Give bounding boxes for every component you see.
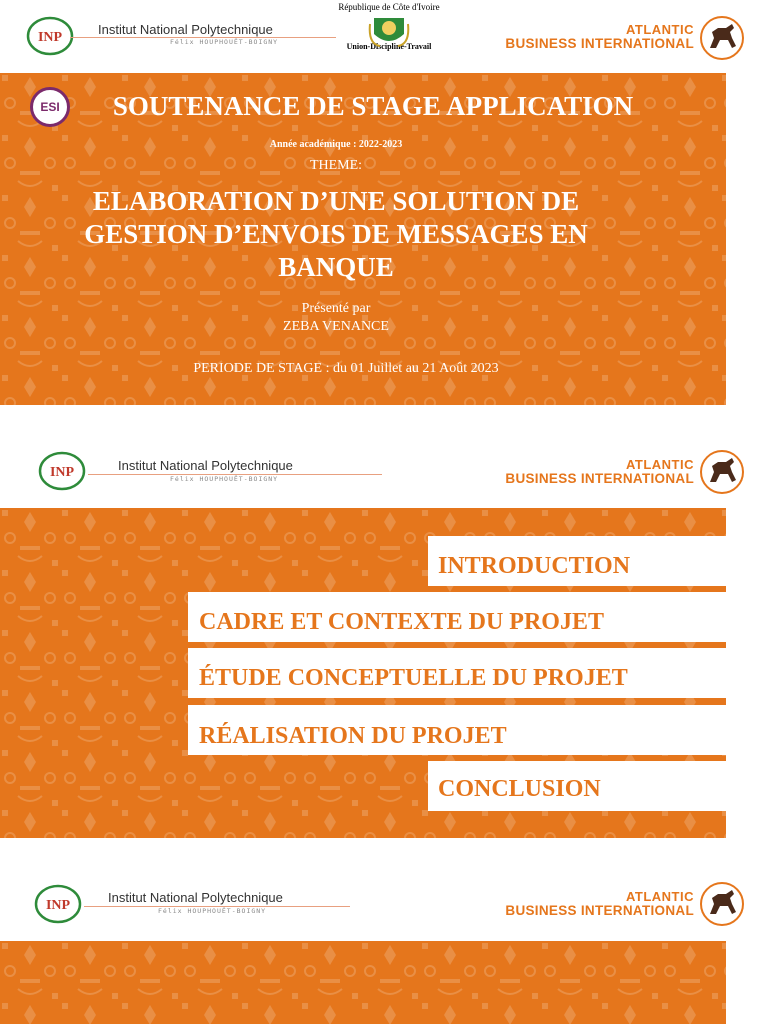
background-pattern — [0, 941, 726, 1024]
cote-divoire-emblem — [336, 2, 442, 72]
abi-line2: BUSINESS INTERNATIONAL — [505, 903, 694, 918]
title-band — [0, 73, 726, 405]
slide-header — [0, 0, 726, 72]
theme-label: THEME: — [309, 158, 363, 173]
divider — [88, 474, 382, 475]
abi-line1: ATLANTIC — [625, 889, 694, 904]
slide-header — [0, 433, 726, 505]
republique-label: République de Côte d'Ivoire — [338, 2, 440, 12]
divider — [70, 37, 336, 38]
slide-3 — [0, 866, 726, 1024]
abi-line1: ATLANTIC — [625, 22, 694, 37]
svg-text:INP: INP — [45, 898, 71, 913]
internship-period: PERIODE DE STAGE : du 01 Juillet au 21 Août 2023 — [193, 361, 499, 376]
inp-logo-icon — [38, 451, 86, 491]
horse-logo-icon — [700, 882, 744, 926]
agenda-item-cadre[interactable] — [188, 592, 726, 642]
horse-logo-icon — [700, 450, 744, 494]
content-band — [0, 941, 726, 1024]
agenda-item-label: INTRODUCTION — [438, 553, 631, 579]
abi-line2: BUSINESS INTERNATIONAL — [505, 471, 694, 486]
page-title: SOUTENANCE DE STAGE APPLICATION — [112, 91, 634, 121]
agenda-item-label: CONCLUSION — [438, 776, 601, 802]
svg-text:INP: INP — [37, 30, 63, 45]
abi-line2: BUSINESS INTERNATIONAL — [505, 36, 694, 51]
theme-title: ELABORATION D’UNE SOLUTION DE GESTION D’ENVOIS DE MESSAGES EN BANQUE — [84, 186, 588, 282]
inp-subtitle: Félix HOUPHOUËT-BOIGNY — [158, 907, 267, 915]
devise-label: Union-Discipline-Travail — [346, 42, 432, 51]
abi-brand — [505, 458, 694, 486]
presented-by-label: Présenté par — [301, 301, 371, 316]
svg-text:INP: INP — [49, 465, 75, 480]
agenda-item-label: RÉALISATION DU PROJET — [199, 723, 507, 749]
inp-subtitle: Félix HOUPHOUËT-BOIGNY — [170, 38, 279, 46]
coat-of-arms-icon — [368, 14, 410, 50]
inp-logo-icon — [34, 884, 82, 924]
inp-name: Institut National Polytechnique — [118, 458, 293, 473]
inp-subtitle: Félix HOUPHOUËT-BOIGNY — [170, 475, 279, 483]
inp-name: Institut National Polytechnique — [108, 890, 283, 905]
abi-brand — [505, 23, 694, 51]
inp-logo-icon — [26, 16, 74, 56]
academic-year: Année académique : 2022-2023 — [269, 139, 403, 150]
inp-name: Institut National Polytechnique — [98, 22, 273, 37]
slide-2 — [0, 433, 726, 838]
abi-brand — [505, 890, 694, 918]
agenda-item-introduction[interactable] — [428, 536, 726, 586]
agenda-item-etude[interactable] — [188, 648, 726, 698]
agenda-item-label: ÉTUDE CONCEPTUELLE DU PROJET — [199, 665, 628, 691]
slide-1 — [0, 0, 726, 405]
slide-header — [0, 866, 726, 938]
author-name: ZEBA VENANCE — [283, 319, 389, 334]
divider — [84, 906, 350, 907]
agenda-band — [0, 508, 726, 838]
agenda-item-label: CADRE ET CONTEXTE DU PROJET — [199, 609, 604, 635]
agenda-item-conclusion[interactable] — [428, 761, 726, 811]
abi-line1: ATLANTIC — [625, 457, 694, 472]
esi-logo-icon: ESI — [30, 87, 70, 127]
agenda-item-realisation[interactable] — [188, 705, 726, 755]
horse-logo-icon — [700, 16, 744, 60]
